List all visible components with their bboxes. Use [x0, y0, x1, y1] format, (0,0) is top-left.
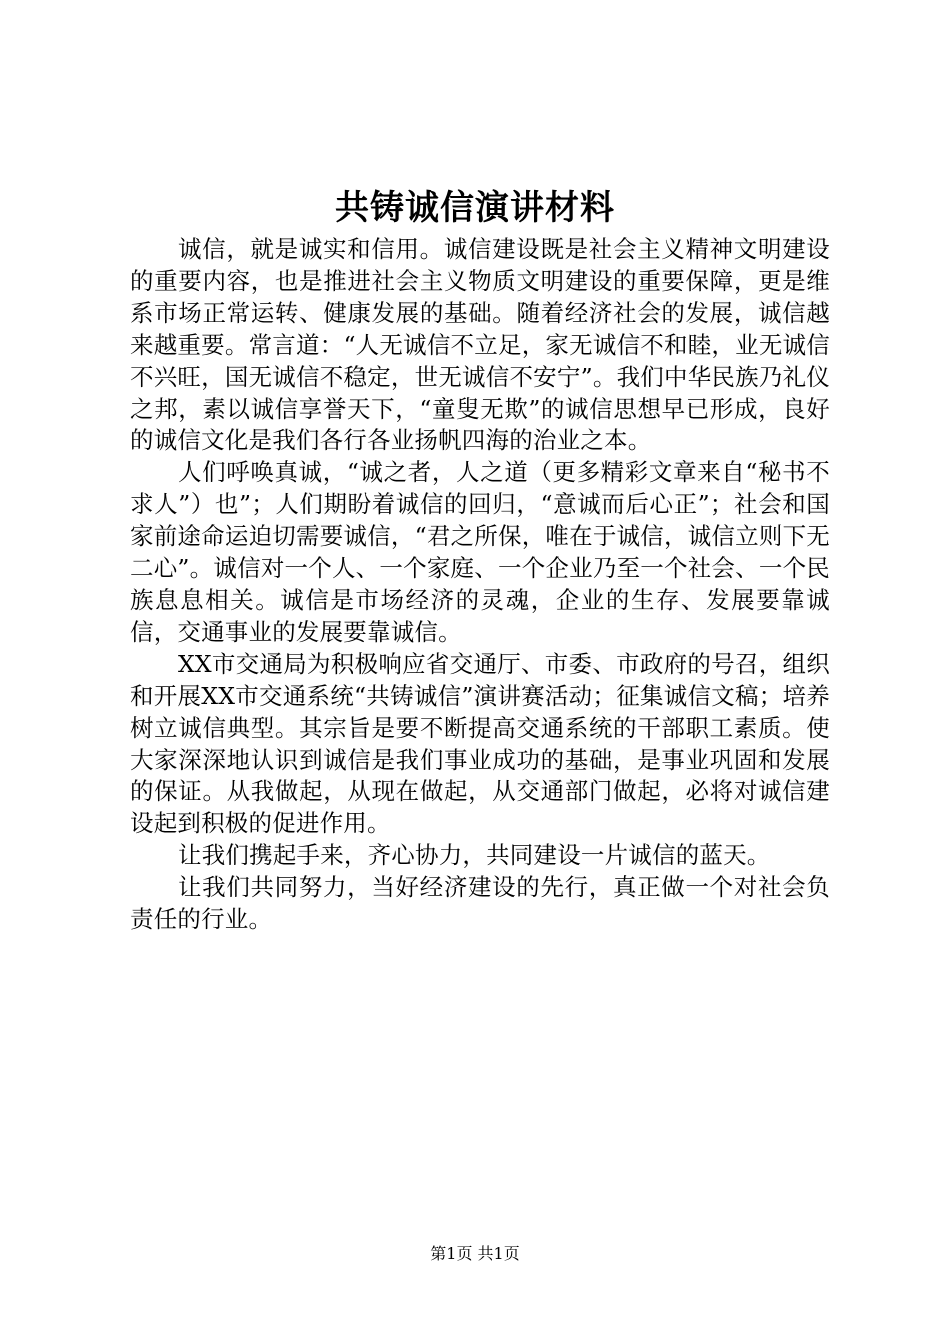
- paragraph-2: 人们呼唤真诚，“诚之者，人之道（更多精彩文章来自“秘书不求人”）也”；人们期盼着诚信的回归，“意诚而后心正”；社会和国家前途命运迫切需要诚信，“君之所保，唯在于诚信，诚信立则下无二心”。诚信对一个人、一个家庭、一个企业乃至一个社会、一个民族息息相关。诚信是市场经济的灵魂，企业的生存、发展要靠诚信，交通事业的发展要靠诚信。: [130, 458, 830, 646]
- paragraph-5: 让我们共同努力，当好经济建设的先行，真正做一个对社会负责任的行业。: [130, 873, 830, 934]
- paragraph-1: 诚信，就是诚实和信用。诚信建设既是社会主义精神文明建设的重要内容，也是推进社会主义物质文明建设的重要保障，更是维系市场正常运转、健康发展的基础。随着经济社会的发展，诚信越来越重要。常言道：“人无诚信不立足，家无诚信不和睦，业无诚信不兴旺，国无诚信不稳定，世无诚信不安宁”。我们中华民族乃礼仪之邦，素以诚信享誉天下，“童叟无欺”的诚信思想早已形成，良好的诚信文化是我们各行各业扬帆四海的治业之本。: [130, 235, 830, 455]
- document-title: 共铸诚信演讲材料: [335, 188, 615, 228]
- paragraph-3: XX市交通局为积极响应省交通厅、市委、市政府的号召，组织和开展XX市交通系统“共铸诚信”演讲赛活动；征集诚信文稿；培养树立诚信典型。其宗旨是要不断提高交通系统的干部职工素质。使大家深深地认识到诚信是我们事业成功的基础，是事业巩固和发展的保证。从我做起，从现在做起，从交通部门做起，必将对诚信建设起到积极的促进作用。: [130, 649, 830, 838]
- paragraph-4: 让我们携起手来，齐心协力，共同建设一片诚信的蓝天。: [178, 841, 771, 870]
- document-body: [130, 234, 830, 936]
- page-number-footer: 第1页 共1页: [430, 1244, 520, 1263]
